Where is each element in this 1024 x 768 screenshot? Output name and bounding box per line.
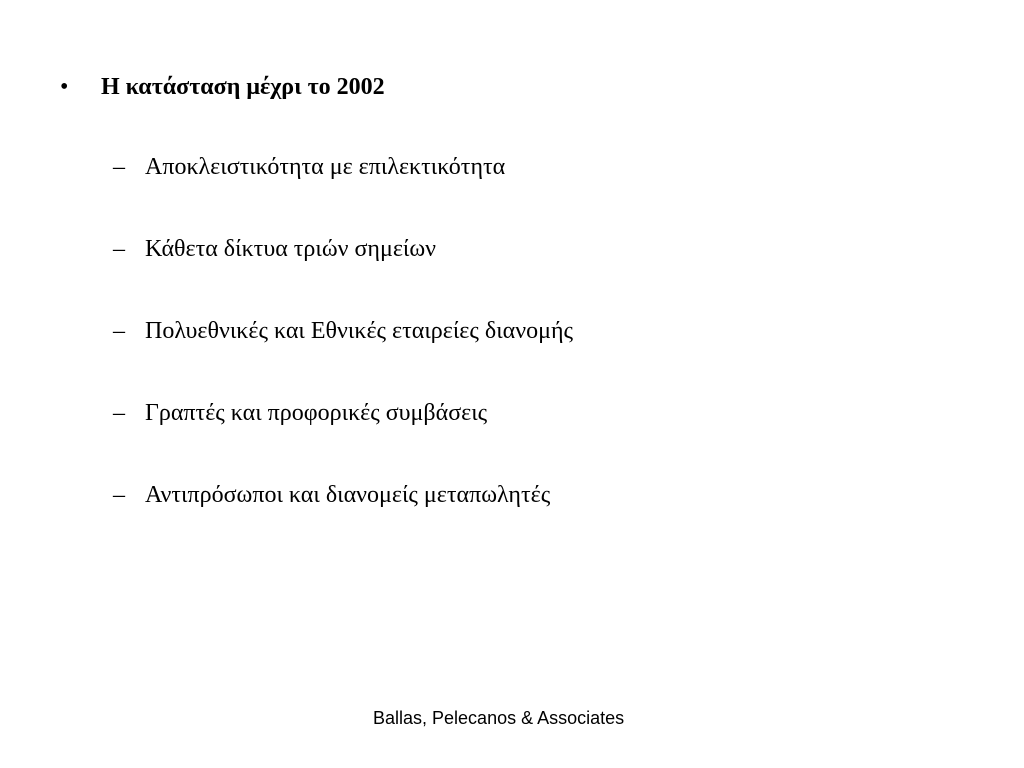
sub-bullet-item (0, 232, 1024, 266)
heading-bullet-item (0, 70, 1024, 104)
sub-bullet-text: Γραπτές και προφορικές συμβάσεις (145, 400, 488, 426)
dash-marker: – (113, 318, 125, 344)
sub-bullet-item (0, 314, 1024, 348)
sub-bullet-item (0, 396, 1024, 430)
sub-bullet-text: Αποκλειστικότητα με επιλεκτικότητα (145, 154, 506, 180)
sub-bullet-list (0, 150, 1024, 560)
dash-marker: – (113, 400, 125, 426)
sub-bullet-text: Κάθετα δίκτυα τριών σημείων (145, 236, 437, 262)
sub-bullet-item (0, 478, 1024, 512)
sub-bullet-item (0, 150, 1024, 184)
dash-marker: – (113, 236, 125, 262)
dash-marker: – (113, 482, 125, 508)
slide-heading: Η κατάσταση μέχρι το 2002 (101, 74, 385, 100)
footer-text: Ballas, Pelecanos & Associates (373, 708, 625, 728)
sub-bullet-text: Αντιπρόσωποι και διανομείς μεταπωλητές (145, 482, 551, 508)
bullet-marker: • (60, 74, 69, 100)
sub-bullet-text: Πολυεθνικές και Εθνικές εταιρείες διανομής (145, 318, 573, 344)
dash-marker: – (113, 154, 125, 180)
